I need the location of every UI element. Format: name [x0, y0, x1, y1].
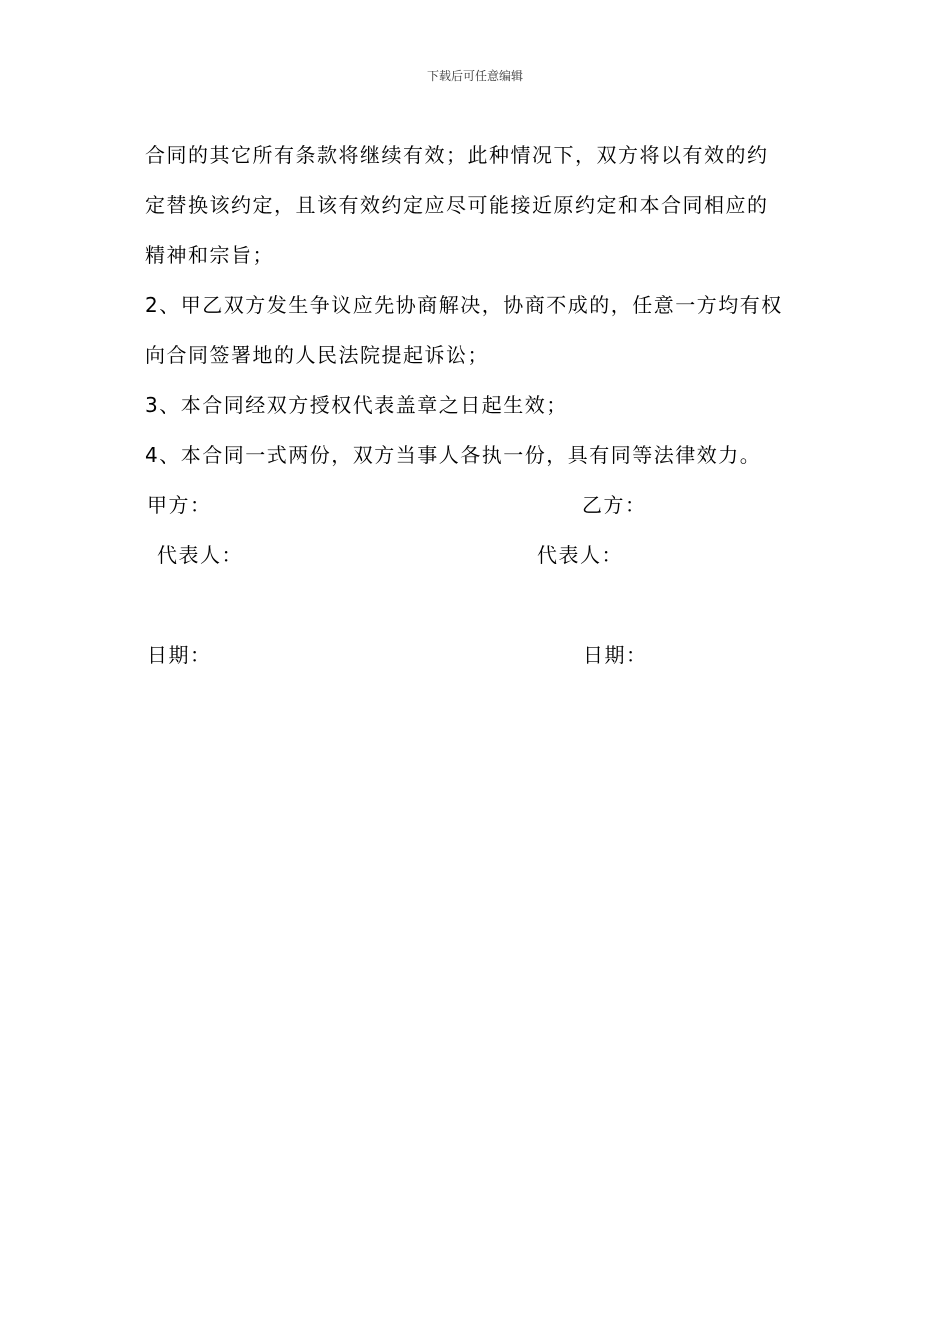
representative-b-label: 代表人： [537, 543, 623, 567]
clause-2-line: 向合同签署地的人民法院提起诉讼； [145, 343, 489, 367]
clause-3-line: 3、本合同经双方授权代表盖章之日起生效； [145, 393, 568, 417]
date-b-label: 日期： [583, 643, 648, 667]
party-a-label: 甲方： [147, 493, 212, 517]
date-a-label: 日期： [147, 643, 212, 667]
party-b-label: 乙方： [582, 493, 647, 517]
body-line: 精神和宗旨； [145, 243, 274, 267]
body-line: 合同的其它所有条款将继续有效；此种情况下，双方将以有效的约 [145, 143, 769, 167]
clause-2-line: 2、甲乙双方发生争议应先协商解决，协商不成的，任意一方均有权 [145, 293, 783, 317]
page-header-note: 下载后可任意编辑 [426, 69, 523, 83]
body-line: 定替换该约定，且该有效约定应尽可能接近原约定和本合同相应的 [145, 193, 769, 217]
representative-a-label: 代表人： [157, 543, 243, 567]
clause-4-line: 4、本合同一式两份，双方当事人各执一份，具有同等法律效力。 [145, 443, 762, 467]
